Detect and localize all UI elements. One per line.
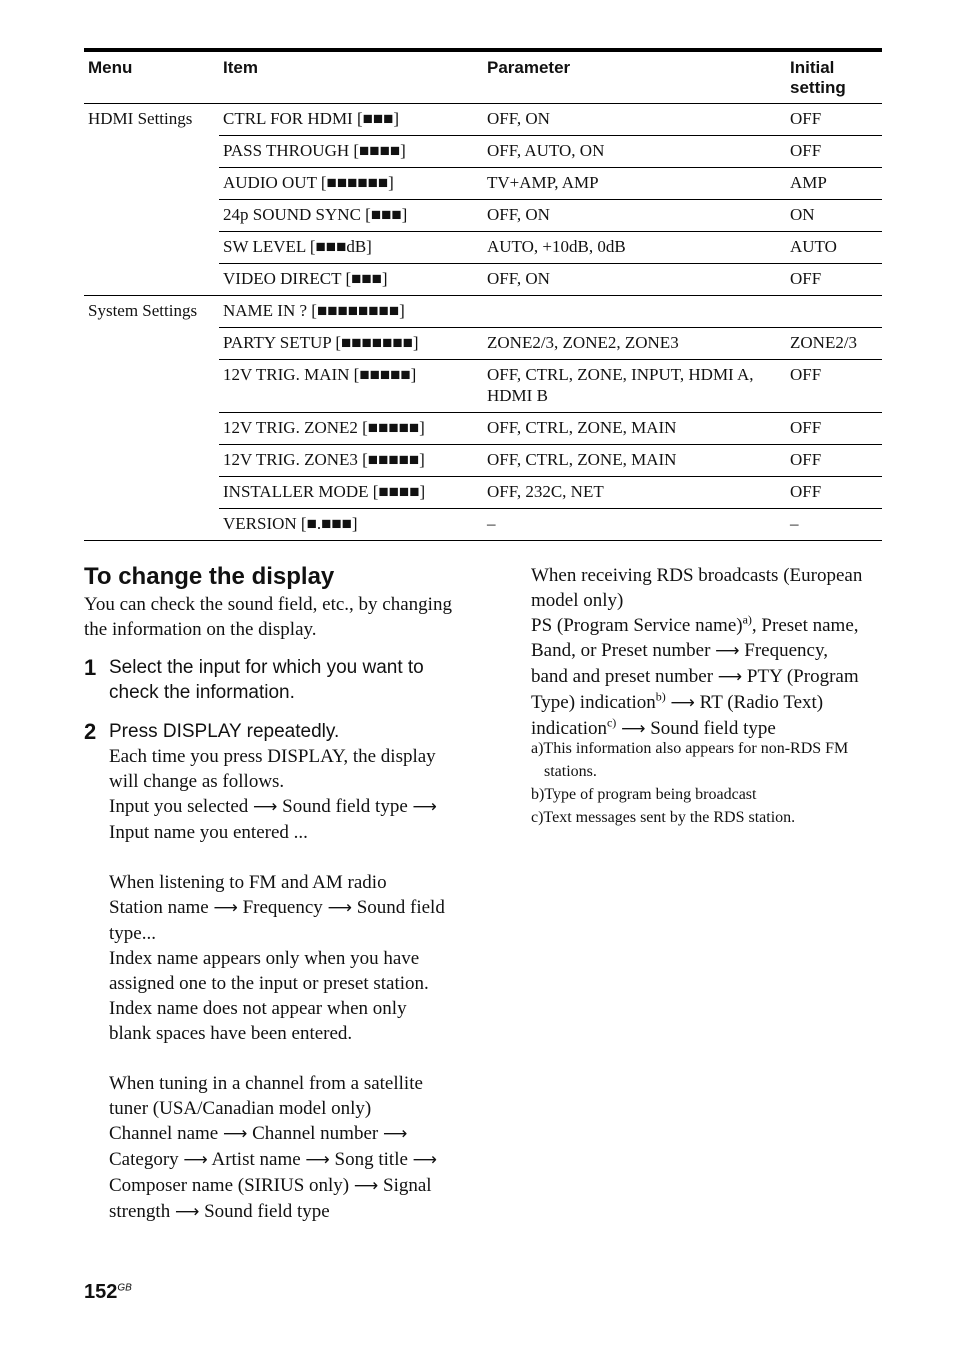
cell-parameter: OFF, ON	[487, 205, 550, 224]
cell-parameter: –	[487, 514, 496, 533]
cell-initial: OFF	[790, 269, 822, 288]
footnotes	[531, 737, 876, 829]
arrow-right-icon: ⟶	[382, 1124, 408, 1144]
cell-parameter: TV+AMP, AMP	[487, 173, 599, 192]
cell-parameter: OFF, ON	[487, 109, 550, 128]
cell-item: CTRL FOR HDMI [■■■]	[223, 109, 400, 128]
footnote: c)Text messages sent by the RDS station.	[531, 809, 796, 826]
arrow-right-icon: ⟶	[305, 1150, 330, 1170]
cell-parameter: OFF, ON	[487, 269, 550, 288]
footnote-ref: c)	[606, 715, 617, 730]
sequence-line: strength ⟶ Sound field type	[109, 1201, 330, 1222]
table-row	[219, 168, 882, 200]
header-item: Item	[223, 58, 258, 77]
table-row	[219, 296, 882, 328]
cell-parameter: OFF, 232C, NET	[487, 482, 604, 501]
cell-item: PASS THROUGH [■■■■]	[223, 141, 406, 160]
cell-initial: OFF	[790, 450, 822, 469]
arrow-right-icon: ⟶	[621, 719, 646, 739]
cell-parameter: OFF, CTRL, ZONE, MAIN	[487, 418, 677, 437]
step-text: Select the input for which you want to check the information.	[109, 657, 424, 703]
cell-item: SW LEVEL [■■■dB]	[223, 237, 372, 256]
text-line: Index name appears only when you have	[109, 948, 420, 969]
sequence-line: Type) indication$^{b)}$ ⟶ RT (Radio Text)	[531, 689, 824, 713]
cell-initial: OFF	[790, 482, 822, 501]
arrow-right-icon: ⟶	[253, 797, 278, 817]
text-line: Input name you entered ...	[109, 822, 308, 843]
sequence-line: Band, or Preset number ⟶ Frequency,	[531, 640, 828, 661]
cell-initial: ZONE2/3	[790, 333, 858, 352]
arrow-right-icon: ⟶	[183, 1150, 208, 1170]
page-number	[84, 1278, 132, 1306]
text-line: blank spaces have been entered.	[109, 1023, 353, 1044]
sequence-line: band and preset number ⟶ PTY (Program	[531, 666, 859, 687]
cell-item: 24p SOUND SYNC [■■■]	[223, 205, 408, 224]
sequence-line: Channel name ⟶ Channel number ⟶	[109, 1123, 408, 1144]
table-row	[219, 360, 882, 413]
table-row	[219, 264, 882, 295]
header-menu: Menu	[88, 58, 133, 77]
cell-initial: ON	[790, 205, 815, 224]
text-line: When receiving RDS broadcasts (European	[531, 565, 863, 586]
cell-item: INSTALLER MODE [■■■■]	[223, 482, 426, 501]
table-row	[219, 104, 882, 136]
step-number: 1	[84, 655, 97, 680]
cell-item: 12V TRIG. ZONE3 [■■■■■]	[223, 450, 425, 469]
settings-table	[84, 48, 882, 541]
page-number-value: 152	[84, 1281, 118, 1303]
rds-display-sequence	[531, 563, 891, 742]
sequence-line: Category ⟶ Artist name ⟶ Song title ⟶	[109, 1149, 438, 1170]
text-line: When tuning in a channel from a satellite	[109, 1073, 423, 1094]
footnote-ref: a)	[742, 612, 752, 627]
table-header	[84, 52, 882, 104]
table-group-system-settings	[84, 296, 882, 541]
step-number: 2	[84, 719, 97, 744]
cell-parameter: ZONE2/3, ZONE2, ZONE3	[487, 333, 679, 352]
cell-item: NAME IN ? [■■■■■■■■]	[223, 301, 405, 320]
arrow-right-icon: ⟶	[353, 1176, 379, 1196]
step-2-description	[109, 744, 469, 1225]
cell-parameter: OFF, AUTO, ON	[487, 141, 605, 160]
group-menu-label: System Settings	[88, 301, 198, 320]
text-line: tuner (USA/Canadian model only)	[109, 1098, 372, 1119]
text-line: type...	[109, 923, 156, 944]
cell-initial: OFF	[790, 418, 822, 437]
step-1	[84, 655, 469, 705]
cell-initial: OFF	[790, 365, 822, 384]
text-line: When listening to FM and AM radio	[109, 872, 387, 893]
sequence-line: indication$^{c)}$ ⟶ Sound field type	[531, 715, 776, 739]
footnote-ref: b)	[655, 689, 666, 704]
cell-item: PARTY SETUP [■■■■■■■]	[223, 333, 419, 352]
arrow-right-icon: ⟶	[412, 1150, 438, 1170]
footnote: a)This information also appears for non-RDS FM stations.	[531, 740, 849, 780]
arrow-right-icon: ⟶	[670, 693, 695, 713]
sequence-line: Input you selected ⟶ Sound field type ⟶	[109, 796, 437, 817]
sequence-line: PS (Program Service name)$^{a)}$, Preset name,	[531, 612, 859, 636]
table-row	[219, 445, 882, 477]
footnote: b)Type of program being broadcast	[531, 786, 757, 803]
text-line: model only)	[531, 590, 624, 611]
arrow-right-icon: ⟶	[213, 898, 238, 918]
arrow-right-icon: ⟶	[715, 641, 740, 661]
text-line: will change as follows.	[109, 771, 285, 792]
page-region-label: GB	[117, 1282, 132, 1294]
arrow-right-icon: ⟶	[222, 1124, 248, 1144]
cell-item: 12V TRIG. ZONE2 [■■■■■]	[223, 418, 425, 437]
arrow-right-icon: ⟶	[717, 667, 743, 687]
table-row	[219, 413, 882, 445]
sequence-line: Composer name (SIRIUS only) ⟶ Signal	[109, 1175, 432, 1196]
table-group-hdmi-settings	[84, 104, 882, 296]
arrow-right-icon: ⟶	[412, 797, 437, 817]
cell-initial: OFF	[790, 109, 822, 128]
step-text: Press DISPLAY repeatedly.	[109, 721, 340, 742]
arrow-right-icon: ⟶	[174, 1202, 200, 1222]
sequence-line: Station name ⟶ Frequency ⟶ Sound field	[109, 897, 445, 918]
text-line: Each time you press DISPLAY, the display	[109, 746, 436, 767]
text-line: assigned one to the input or preset station.	[109, 973, 429, 994]
header-initial-setting: Initial setting	[790, 58, 846, 97]
text-line: Index name does not appear when only	[109, 998, 407, 1019]
table-row	[219, 232, 882, 264]
step-2	[84, 719, 469, 744]
cell-initial: AUTO	[790, 237, 837, 256]
cell-initial: AMP	[790, 173, 827, 192]
table-row	[219, 328, 882, 360]
arrow-right-icon: ⟶	[327, 898, 352, 918]
cell-item: 12V TRIG. MAIN [■■■■■]	[223, 365, 417, 384]
cell-initial: OFF	[790, 141, 822, 160]
cell-parameter: AUTO, +10dB, 0dB	[487, 237, 626, 256]
header-parameter: Parameter	[487, 58, 571, 77]
cell-parameter: OFF, CTRL, ZONE, MAIN	[487, 450, 677, 469]
cell-item: VERSION [■.■■■]	[223, 514, 358, 533]
table-row	[219, 509, 882, 540]
intro-paragraph: You can check the sound field, etc., by changing the information on the display.	[84, 594, 452, 640]
cell-item: VIDEO DIRECT [■■■]	[223, 269, 388, 288]
group-menu-label: HDMI Settings	[88, 109, 193, 128]
section-title: To change the display	[84, 563, 335, 590]
cell-parameter: OFF, CTRL, ZONE, INPUT, HDMI A, HDMI B	[487, 365, 754, 405]
table-row	[219, 200, 882, 232]
cell-item: AUDIO OUT [■■■■■■]	[223, 173, 394, 192]
table-row	[219, 477, 882, 509]
table-row	[219, 136, 882, 168]
cell-initial: –	[790, 514, 799, 533]
